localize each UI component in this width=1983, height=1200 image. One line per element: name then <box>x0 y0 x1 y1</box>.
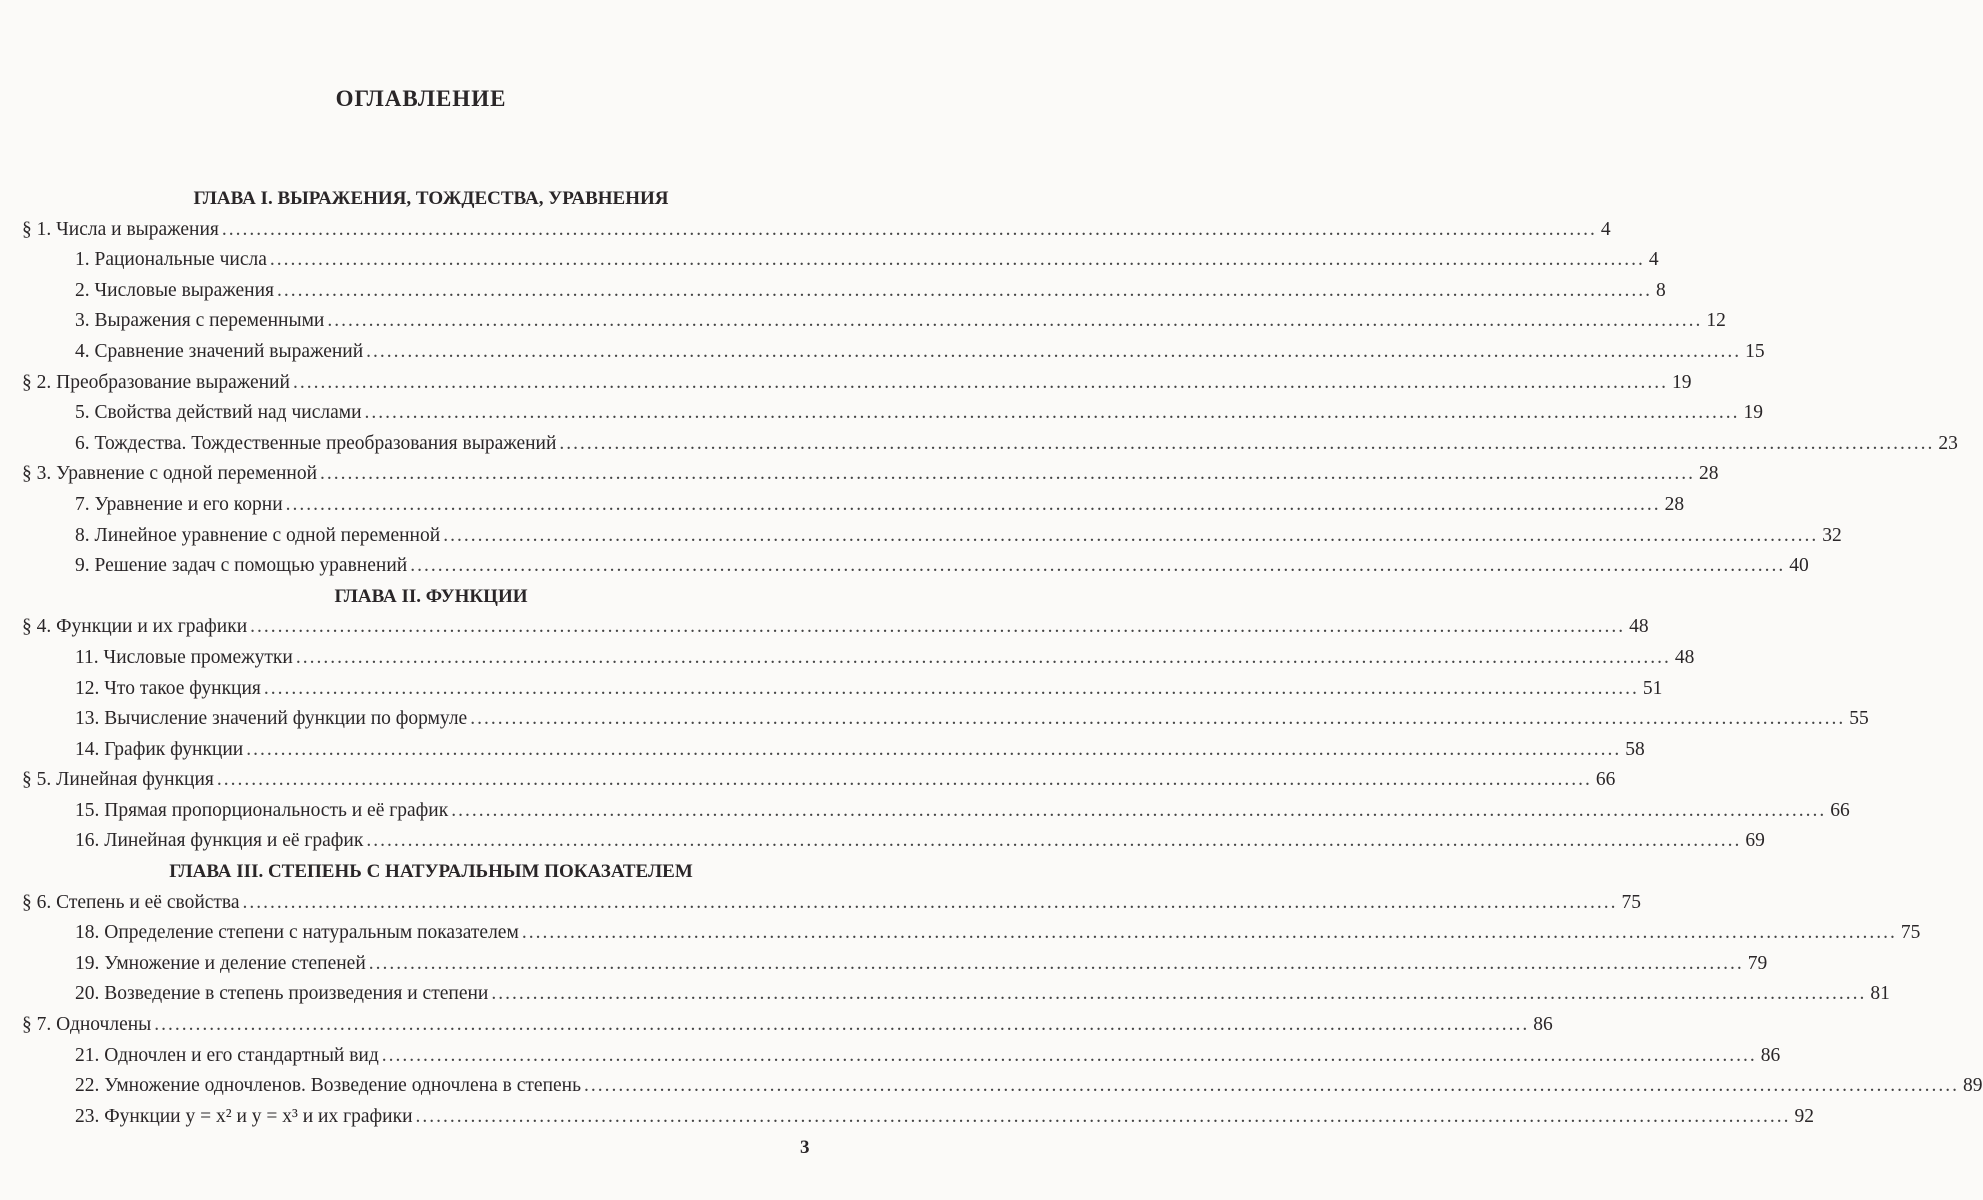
entry-title: 5. Свойства действий над числами <box>75 402 362 424</box>
entry-page: 89 <box>1963 1075 1983 1097</box>
entry-title: § 1. Числа и выражения <box>22 218 219 240</box>
entry-page: 92 <box>1794 1105 1814 1127</box>
entry-title: 3. Выражения с переменными <box>75 310 325 332</box>
entry-title: 4. Сравнение значений выражений <box>75 340 364 362</box>
toc-item <box>22 1102 1814 1133</box>
entry-page: 28 <box>1664 493 1685 515</box>
entry-title: 16. Линейная функция и её график <box>75 830 364 852</box>
dot-leader: ........................................................................................................................................................................................................ <box>470 708 1846 730</box>
dot-leader: ........................................................................................................................................................................................................ <box>221 218 1597 240</box>
entry-title: § 6. Степень и её свойства <box>22 891 240 913</box>
chapter-heading: ГЛАВА II. ФУНКЦИИ <box>334 585 528 607</box>
entry-title: 21. Одночлен и его стандартный вид <box>75 1044 379 1066</box>
entry-title: § 7. Одночлены <box>22 1014 152 1036</box>
dot-leader: ........................................................................................................................................................................................................ <box>250 616 1626 638</box>
dot-leader: ........................................................................................................................................................................................................ <box>263 677 1639 699</box>
dot-leader: ........................................................................................................................................................................................................ <box>246 738 1622 760</box>
dot-leader: ........................................................................................................................................................................................................ <box>242 891 1618 913</box>
entry-title: 8. Линейное уравнение с одной переменной <box>75 524 441 546</box>
entry-page: 75 <box>1900 922 1921 944</box>
dot-leader: ........................................................................................................................................................................................................ <box>584 1075 1959 1097</box>
toc-item <box>22 1041 1781 1072</box>
entry-page: 75 <box>1621 891 1642 913</box>
entry-page: 86 <box>1760 1044 1781 1066</box>
entry-page: 32 <box>1822 524 1842 546</box>
entry-page: 48 <box>1629 616 1649 638</box>
toc-item <box>22 1071 1983 1102</box>
entry-page: 81 <box>1870 983 1890 1005</box>
dot-leader: ........................................................................................................................................................................................................ <box>366 830 1742 852</box>
entry-page: 23 <box>1938 432 1958 454</box>
entry-title: 11. Числовые промежутки <box>75 646 293 668</box>
dot-leader: ........................................................................................................................................................................................................ <box>292 371 1668 393</box>
toc-item <box>22 918 1921 949</box>
dot-leader: ........................................................................................................................................................................................................ <box>327 310 1703 332</box>
entry-title: 1. Рациональные числа <box>75 249 267 271</box>
entry-page: 19 <box>1671 371 1692 393</box>
toc-section <box>22 612 1649 643</box>
entry-title: 7. Уравнение и его корни <box>75 493 283 515</box>
entry-page: 19 <box>1743 402 1764 424</box>
entry-title: 14. График функции <box>75 738 244 760</box>
entry-title: 20. Возведение в степень произведения и степени <box>75 983 489 1005</box>
entry-page: 86 <box>1533 1014 1553 1036</box>
toc-item <box>22 949 1768 980</box>
toc-item <box>22 245 1659 276</box>
dot-leader: ........................................................................................................................................................................................................ <box>366 340 1742 362</box>
dot-leader: ........................................................................................................................................................................................................ <box>216 769 1592 791</box>
entry-title: 15. Прямая пропорциональность и её график <box>75 799 449 821</box>
toc-item <box>22 306 1726 337</box>
entry-page: 58 <box>1625 738 1645 760</box>
toc-item <box>22 398 1764 429</box>
entry-title: 9. Решение задач с помощью уравнений <box>75 555 408 577</box>
toc-item <box>22 551 1809 582</box>
dot-leader: ........................................................................................................................................................................................................ <box>410 555 1786 577</box>
toc-item <box>22 490 1685 521</box>
dot-leader: ........................................................................................................................................................................................................ <box>364 402 1740 424</box>
toc-section <box>22 765 1616 796</box>
entry-page: 40 <box>1789 555 1809 577</box>
dot-leader: ........................................................................................................................................................................................................ <box>320 463 1696 485</box>
toc-item <box>22 796 1850 827</box>
dot-leader: ........................................................................................................................................................................................................ <box>277 279 1653 301</box>
toc-section <box>22 1010 1553 1041</box>
toc-section <box>22 459 1719 490</box>
entry-title: 19. Умножение и деление степеней <box>75 952 366 974</box>
dot-leader: ........................................................................................................................................................................................................ <box>285 493 1661 515</box>
table-of-contents <box>22 184 1983 1132</box>
entry-page: 12 <box>1706 310 1726 332</box>
entry-title: § 4. Функции и их графики <box>22 616 248 638</box>
dot-leader: ........................................................................................................................................................................................................ <box>491 983 1867 1005</box>
entry-page: 66 <box>1830 799 1850 821</box>
toc-item <box>22 979 1890 1010</box>
entry-page: 55 <box>1849 708 1869 730</box>
chapter-heading: ГЛАВА III. СТЕПЕНЬ С НАТУРАЛЬНЫМ ПОКАЗАТЕЛЕМ <box>169 861 693 883</box>
entry-title: 2. Числовые выражения <box>75 279 275 301</box>
toc-item <box>22 674 1663 705</box>
dot-leader: ........................................................................................................................................................................................................ <box>415 1105 1791 1127</box>
chapter-heading: ГЛАВА I. ВЫРАЖЕНИЯ, ТОЖДЕСТВА, УРАВНЕНИЯ <box>193 188 669 209</box>
toc-item <box>22 429 1958 460</box>
entry-page: 79 <box>1747 952 1768 974</box>
entry-title: § 5. Линейная функция <box>22 769 214 791</box>
dot-leader: ........................................................................................................................................................................................................ <box>154 1014 1530 1036</box>
toc-item <box>22 521 1842 552</box>
dot-leader: ........................................................................................................................................................................................................ <box>381 1044 1757 1066</box>
page-title: ОГЛАВЛЕНИЕ <box>335 86 507 111</box>
entry-page: 28 <box>1699 463 1719 485</box>
toc-section <box>22 888 1642 919</box>
entry-title: 18. Определение степени с натуральным показателем <box>75 922 519 944</box>
entry-title: 12. Что такое функция <box>75 677 261 699</box>
dot-leader: ........................................................................................................................................................................................................ <box>269 249 1645 271</box>
entry-page: 4 <box>1600 218 1611 240</box>
entry-page: 8 <box>1656 279 1666 301</box>
dot-leader: ........................................................................................................................................................................................................ <box>559 432 1935 454</box>
toc-item <box>22 643 1695 674</box>
toc-item <box>22 704 1869 735</box>
entry-page: 51 <box>1642 677 1663 699</box>
entry-page: 48 <box>1674 646 1695 668</box>
entry-title: 23. Функции y = x² и y = x³ и их графики <box>75 1105 413 1127</box>
entry-title: 6. Тождества. Тождественные преобразования выражений <box>75 432 557 454</box>
dot-leader: ........................................................................................................................................................................................................ <box>443 524 1819 546</box>
dot-leader: ........................................................................................................................................................................................................ <box>451 799 1827 821</box>
entry-page: 4 <box>1648 249 1659 271</box>
dot-leader: ........................................................................................................................................................................................................ <box>295 646 1671 668</box>
toc-item <box>22 735 1645 766</box>
entry-page: 15 <box>1745 340 1765 362</box>
toc-item <box>22 337 1765 368</box>
toc-item <box>22 276 1666 307</box>
entry-page: 69 <box>1745 830 1765 852</box>
toc-item <box>22 826 1765 857</box>
entry-title: § 3. Уравнение с одной переменной <box>22 463 318 485</box>
entry-page: 66 <box>1595 769 1616 791</box>
page-number: 3 <box>800 1137 810 1158</box>
dot-leader: ........................................................................................................................................................................................................ <box>521 922 1897 944</box>
toc-section <box>22 215 1611 246</box>
entry-title: § 2. Преобразование выражений <box>22 371 290 393</box>
dot-leader: ........................................................................................................................................................................................................ <box>368 952 1744 974</box>
toc-section <box>22 368 1692 399</box>
entry-title: 13. Вычисление значений функции по формуле <box>75 708 468 730</box>
entry-title: 22. Умножение одночленов. Возведение одночлена в степень <box>75 1075 581 1097</box>
